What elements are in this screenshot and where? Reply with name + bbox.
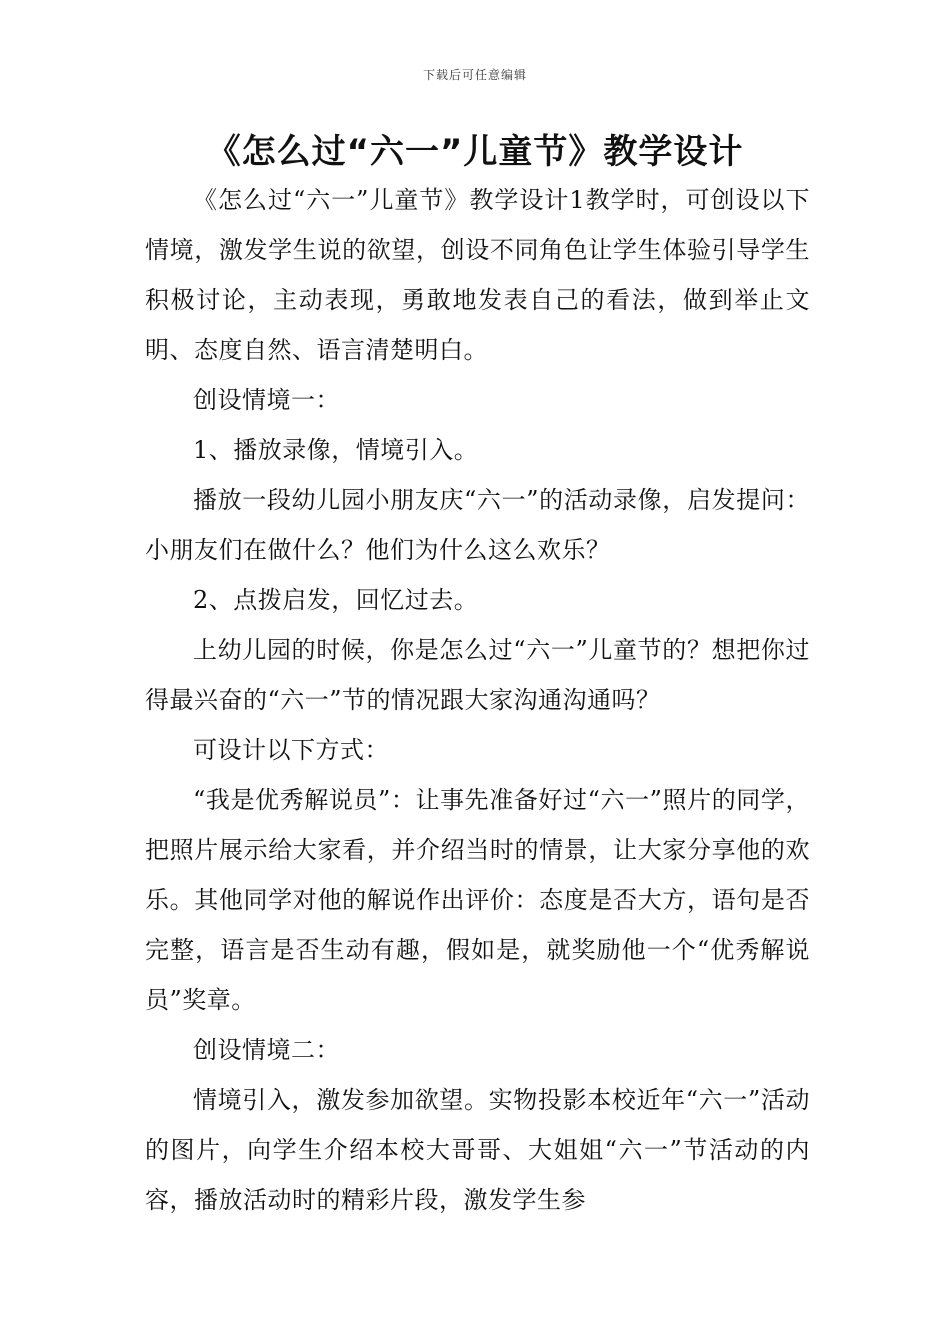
paragraph-intro: 《怎么过“六一”儿童节》教学设计1教学时，可创设以下情境，激发学生说的欲望，创设不同角色让学生体验引导学生积极讨论，主动表现，勇敢地发表自己的看法，做到举止文明、态度自然、语言清楚明白。 (145, 186, 810, 364)
paragraph-step-two: 2、点拨启发，回忆过去。 (193, 586, 479, 614)
paragraph-scenario-one-heading: 创设情境一： (193, 386, 340, 414)
paragraph-method-detail: “我是优秀解说员”：让事先准备好过“六一”照片的同学，把照片展示给大家看，并介绍当时的情景，让大家分享他的欢乐。其他同学对他的解说作出评价：态度是否大方，语句是否完整，语言是否生动有趣，假如是，就奖励他一个“优秀解说员”奖章。 (145, 786, 810, 1014)
paragraph-method-heading: 可设计以下方式： (193, 736, 389, 764)
paragraph-step-one-detail: 播放一段幼儿园小朋友庆“六一”的活动录像，启发提问：小朋友们在做什么？他们为什么这么欢乐？ (145, 486, 810, 564)
paragraph-scenario-two-detail: 情境引入，激发参加欲望。实物投影本校近年“六一”活动的图片，向学生介绍本校大哥哥、大姐姐“六一”节活动的内容，播放活动时的精彩片段，激发学生参 (145, 1086, 810, 1214)
document-body (145, 175, 810, 1225)
paragraph-step-two-detail: 上幼儿园的时候，你是怎么过“六一”儿童节的？想把你过得最兴奋的“六一”节的情况跟大家沟通沟通吗？ (145, 636, 810, 714)
paragraph-scenario-two-heading: 创设情境二： (193, 1036, 340, 1064)
document-title: 《怎么过“六一”儿童节》教学设计 (206, 132, 744, 172)
page-header-note: 下载后可任意编辑 (422, 68, 527, 82)
paragraph-step-one: 1、播放录像，情境引入。 (193, 436, 479, 464)
